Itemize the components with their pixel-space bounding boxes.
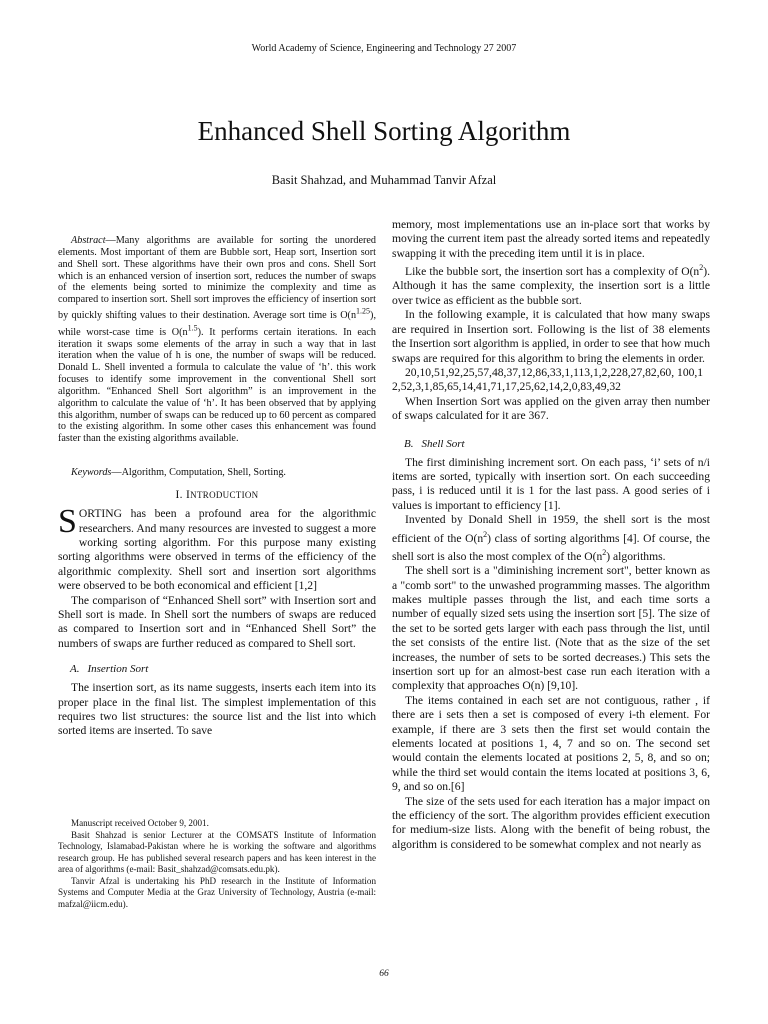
exponent: 2 [602, 547, 607, 557]
subsection-letter: A. [70, 663, 80, 676]
shell-paragraph-4: The items contained in each set are not contiguous, rather , if there are i sets then a set is composed of every i-th element. For example, if there are 3 sets then the first set would contain the elements located at positions 1, 4, 7 and so on. The second set would contain the elements located at positions 2, 5, 8, and so on; while the third set would contain the items located at positions 3, 6, 9, and so on.[6] [392, 693, 710, 794]
insertion-paragraph-1-start: The insertion sort, as its name suggests, inserts each item into its proper place in the final list. The simplest implementation of this requires two list structures: the source list and the list into which sorted items are inserted. To save [58, 681, 376, 738]
right-column [392, 218, 710, 852]
shell-paragraph-1: The first diminishing increment sort. On each pass, ‘i’ sets of n/i items are sorted, typically with insertion sort. On each succeeding pass, i is reduced until it is 1 for the last pass. A good series of i values is important to efficiency [1]. [392, 455, 710, 512]
subsection-title: Shell Sort [421, 437, 465, 450]
shell-paragraph-2: Invented by Donald Shell in 1959, the shell sort is the most efficient of the $O(n^2)$ class of sorting algorithms [4]. Of course, the shell sort is also the most complex of the $O(n^2)$ algorithms. [392, 513, 710, 563]
abstract [58, 235, 376, 445]
footnote-manuscript: Manuscript received October 9, 2001. [71, 818, 209, 828]
keywords-label: Keywords [71, 467, 112, 479]
footnote-author-2: Tanvir Afzal is undertaking his PhD research in the Institute of Information Systems and Computer Media at the Graz University of Technology, Austria (e-mail: mafzal@iicm.edu). [58, 875, 376, 909]
exponent: 1.5 [187, 323, 198, 333]
shell-paragraph-3: The shell sort is a "diminishing increment sort", better known as a "comb sort" to the unwashed programming masses. The algorithm makes multiple passes through the list, and each time sorts a number of equally sized sets using the insertion sort [5]. The size of the set to be sorted gets larger with each pass through the list, until the set consists of the entire list. (Note that as the size of the set increases, the number of sets to be sorted decreases.) This sets the insertion sort up for an almost-best case run each iteration with a complexity that approaches O(n) [9,10]. [392, 564, 710, 693]
insertion-paragraph-4: When Insertion Sort was applied on the given array then number of swaps calculated for it are 367. [392, 394, 710, 423]
page-number: 66 [379, 969, 389, 979]
author-line: Basit Shahzad, and Muhammad Tanvir Afzal [271, 173, 497, 187]
keywords-text: —Algorithm, Computation, Shell, Sorting. [111, 467, 286, 479]
keywords [58, 467, 376, 479]
paper-title: Enhanced Shell Sorting Algorithm [197, 116, 571, 146]
section-title-rest: NTRODUCTION [190, 490, 259, 501]
running-header: World Academy of Science, Engineering and Technology 27 2007 [251, 43, 517, 54]
insertion-paragraph-3: In the following example, it is calculated that how many swaps are required in Insertion sort. Following is the list of 38 elements the Insertion sort algorithm is applied, in order to see that how much swaps are required for this algorithm to bring the elements in order. [392, 308, 710, 365]
subsection-letter: B. [404, 437, 414, 450]
left-column [58, 235, 376, 739]
intro-paragraph-1: SORTING has been a profound area for the algorithmic researchers. And many resources are invested to suggest a more working sorting algorithm. For this purpose many existing sorting algorithms were observed in terms of the efficiency of the algorithmic complexity. Shell sort and insertion sort algorithms were observed to be both economical and efficient [1,2] [58, 503, 376, 593]
section-title-first: I [186, 489, 191, 502]
intro-paragraph-2: The comparison of “Enhanced Shell sort” with Insertion sort and Shell sort is made. In Shell sort the numbers of swaps are reduced as compared to Insertion sort and in “Enhanced Shell Sort” the numbers of swaps are further reduced as compared to Shell sort. [58, 593, 376, 650]
section-heading-introduction [58, 489, 376, 501]
section-number: I. [175, 489, 183, 502]
example-array: 20,10,51,92,25,57,48,37,12,86,33,1,113,1,2,228,27,82,60, 100,12,52,3,1,85,65,14,41,71,17,25,62,14,2,0,83,49,32 [392, 365, 704, 394]
exponent: 2 [699, 263, 704, 273]
subsection-title: Insertion Sort [87, 663, 149, 676]
footnote-author-1: Basit Shahzad is senior Lecturer at the COMSATS Institute of Information Technology, Islamabad-Pakistan where he is working the software and algorithms research group. He has published several research papers and has keen interest in the area of algorithms (e-mail: Basit_shahzad@comsats.edu.pk). [58, 829, 376, 874]
subsection-heading-insertion-sort [58, 663, 376, 675]
footnotes [58, 818, 376, 910]
abstract-text: —Many algorithms are available for sorting the unordered elements. Most important of them are Bubble sort, Heap sort, Insertion sort and Shell sort. These algorithms have their own pros and cons. Shell Sort which is an enhanced version of insertion sort, reduces the number of swaps of the elements being sorted to minimize the complexity and time as compared to insertion sort. Shell sort improves the efficiency of insertion sort by quickly shifting values to their destination. Average sort time is $O(n^{1.25})$, while worst-case time is $O(n^{1.5})$. It performs certain iterations. In each iteration it swaps some elements of the array in such a way that in last iteration when the value of h is one, the number of swaps will be reduced. Donald L. Shell invented a formula to calculate the value of ‘h’. this work focuses to identify some improvement in the conventional Shell sort algorithm. “Enhanced Shell Sort algorithm” is an improvement in the algorithm to calculate the value of ‘h’. It has been observed that by applying this algorithm, number of swaps can be reduced up to 60 percent as compared to the existing algorithm. In some other cases this enhancement was found faster than the existing algorithms available. [58, 235, 376, 445]
exponent: 2 [483, 529, 488, 539]
subsection-heading-shell-sort [392, 438, 710, 450]
insertion-paragraph-1-continued: memory, most implementations use an in-place sort that works by moving the current item past the already sorted items and repeatedly swapping it with the preceding item until it is in place. [392, 218, 710, 260]
exponent: 1.25 [356, 307, 371, 317]
abstract-label: Abstract [71, 235, 106, 246]
insertion-paragraph-2: Like the bubble sort, the insertion sort has a complexity of $O(n^2)$. Although it has the same complexity, the insertion sort is a little over twice as efficient as the bubble sort. [392, 263, 710, 307]
shell-paragraph-5: The size of the sets used for each iteration has a major impact on the efficiency of the sort. The algorithm provides efficient execution for medium-size lists. Along with the benefit of being robust, the algorithm is considered to be somewhat complex and not nearly as [392, 794, 710, 851]
